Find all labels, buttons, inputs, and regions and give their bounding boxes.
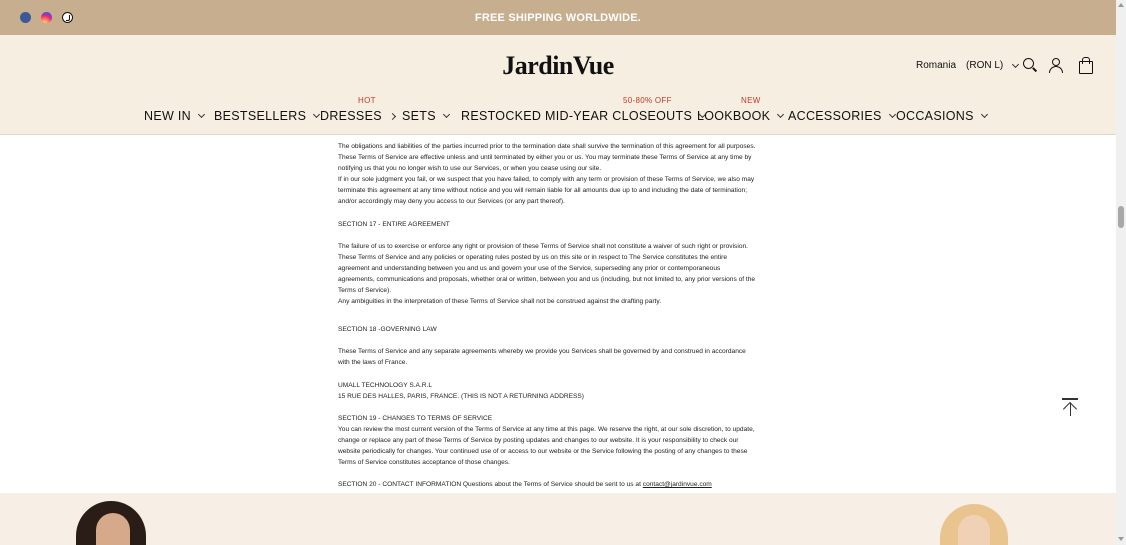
model-photo-left-face (96, 513, 130, 545)
region-selector[interactable] (916, 60, 1018, 71)
text-line: change or replace any part of these Terms of Service by posting updates and changes to our website. It is your responsibility to check our (338, 436, 739, 444)
section-18-body (338, 346, 783, 368)
nav-item-accessories[interactable] (788, 103, 895, 129)
text-line: These Terms of Service and any policies or operating rules posted by us on this site or in respect to The Service constitutes the entire (338, 253, 727, 261)
text-line: Any ambiguities in the interpretation of these Terms of Service shall not be construed against the drafting party. (338, 298, 662, 306)
scroll-thumb[interactable] (1118, 206, 1124, 228)
chevron-down-icon (1012, 60, 1019, 67)
nav-item-occasions[interactable] (896, 103, 987, 129)
terms-content (338, 141, 783, 501)
text-line: These Terms of Service are effective unless and until terminated by either you or us. You may terminate these Terms of Service at any time by (338, 154, 752, 162)
text-line: agreements, communications and proposals, whether oral or written, between you and us (including, but not limited to, any prior versions of the (338, 275, 756, 283)
text-line: terminate this agreement at any time without notice and you will remain liable for all amounts due up to and including the date of termination; (338, 187, 748, 195)
chevron-down-icon (889, 111, 896, 118)
nav-item-bestsellers[interactable] (214, 103, 319, 129)
nav-item-label: OCCASIONS (896, 109, 974, 123)
scroll-down-arrow-icon[interactable] (1118, 537, 1124, 541)
section-19 (338, 413, 783, 468)
back-to-top-icon[interactable] (1062, 398, 1078, 416)
nav-item-label: RESTOCKED (461, 109, 542, 123)
chevron-down-icon (443, 111, 450, 118)
company-name: UMALL TECHNOLOGY S.A.R.L (338, 381, 433, 389)
text-line: with the laws of France. (338, 359, 408, 367)
nav-item-mid-year-closeouts[interactable] (545, 96, 705, 129)
text-line: The obligations and liabilities of the parties incurred prior to the termination date shall survive the termination of this agreement for all purposes. (338, 143, 756, 150)
account-icon[interactable] (1048, 57, 1064, 73)
text-line: The failure of us to exercise or enforce any right or provision of these Terms of Service shall not constitute a waiver of such right or provision. (338, 242, 748, 250)
contact-email-link[interactable]: contact@jardinvue.com (642, 481, 712, 489)
nav-item-label: ACCESSORIES (788, 109, 882, 123)
nav-item-label: DRESSES (320, 109, 382, 123)
nav-item-restocked[interactable] (461, 103, 541, 129)
chevron-down-icon (198, 111, 205, 118)
scroll-up-arrow-icon[interactable] (1118, 3, 1124, 7)
chevron-down-icon (981, 111, 988, 118)
nav-item-sets[interactable] (402, 103, 449, 129)
text-line: and/or accordingly may deny you access to our Services (or any part thereof). (338, 198, 565, 206)
section-17-body (338, 241, 783, 308)
model-photo-right-face (958, 515, 990, 545)
nav-item-label: MID-YEAR CLOSEOUTS (545, 109, 693, 123)
nav-item-dresses[interactable] (320, 96, 395, 129)
nav-item-label: BESTSELLERS (214, 109, 307, 123)
page-scrollbar[interactable] (1116, 0, 1126, 545)
text-line: These Terms of Service and any separate agreements whereby we provide you Services shall be governed by and construed in accordance (338, 348, 746, 356)
text-line: You can review the most current version of the Terms of Service at any time at this page. We reserve the right, at our sole discretion, to update, (338, 425, 755, 433)
cart-icon[interactable] (1078, 57, 1094, 73)
site-logo[interactable]: JardinVue (502, 51, 614, 80)
search-icon[interactable] (1022, 57, 1038, 73)
text-line: website periodically for changes. Your continued use of or access to our website or the Service following the posting of any changes to these (338, 447, 748, 455)
section-17-title: SECTION 17 - ENTIRE AGREEMENT (338, 220, 450, 228)
site-header (0, 35, 1116, 135)
back-to-top-stem (1070, 403, 1072, 416)
nav-badge-sale: 50-80% OFF (623, 96, 672, 105)
nav-badge-new: NEW (741, 96, 761, 105)
region-currency: (RON L) (966, 60, 1004, 71)
nav-item-label: SETS (402, 109, 436, 123)
nav-item-new-in[interactable] (144, 103, 204, 129)
text-line: notifying us that you no longer wish to use our Services, or when you cease using our site. (338, 165, 602, 173)
section-20-text: SECTION 20 - CONTACT INFORMATION Questions about the Terms of Service should be sent to us at (338, 481, 641, 489)
company-street: 15 RUE DES HALLES, PARIS, FRANCE. (THIS IS NOT A RETURNING ADDRESS) (338, 392, 584, 400)
section-19-title: SECTION 19 - CHANGES TO TERMS OF SERVICE (338, 414, 493, 422)
announcement-bar (0, 0, 1116, 35)
nav-badge-hot: HOT (358, 96, 376, 105)
main-nav (0, 96, 1116, 129)
announcement-text: FREE SHIPPING WORLDWIDE. (474, 12, 642, 24)
company-address (338, 380, 783, 402)
text-line: Terms of Service constitutes acceptance of those changes. (338, 459, 510, 467)
nav-item-label: NEW IN (144, 109, 191, 123)
section-20 (338, 479, 783, 490)
termination-paragraph (338, 141, 783, 208)
nav-item-label: LOOKBOOK (697, 109, 771, 123)
text-line: Terms of Service). (338, 287, 392, 295)
text-line: agreement and understanding between you and us and govern your use of the Service, superseding any prior or contemporaneous (338, 264, 721, 272)
chevron-down-icon (777, 111, 784, 118)
chevron-right-icon (389, 112, 396, 119)
text-line: If in our sole judgment you fail, or we suspect that you have failed, to comply with any term or provision of these Terms of Service, we also may (338, 176, 755, 184)
section-18-title: SECTION 18 -GOVERNING LAW (338, 326, 437, 334)
region-country: Romania (916, 60, 957, 71)
nav-item-lookbook[interactable] (697, 96, 783, 129)
